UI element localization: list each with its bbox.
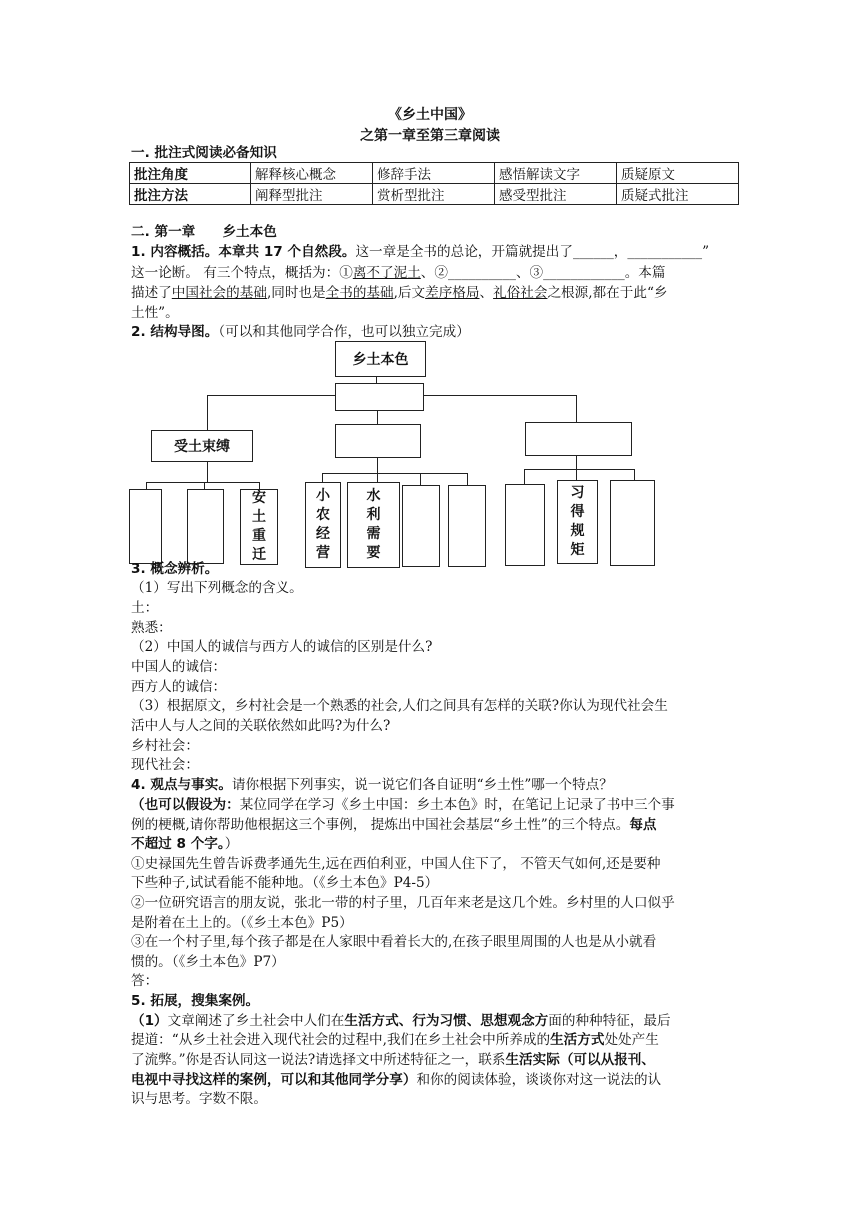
q1-text: ,同时也是 [266,285,326,301]
map-blank-leaf [448,485,486,567]
map-leaf-shuilixuyao [347,482,400,568]
q5-bold: 生活方式 [550,1032,605,1048]
map-root-node: 乡土本色 [335,341,426,377]
q5-label: 5. 拓展，搜集案例。 [131,993,260,1009]
q2-line [131,323,470,342]
q1-line2 [131,264,665,283]
doc-subtitle: 之第一章至第三章阅读 [360,128,500,144]
q4-answer: 答： [131,973,159,989]
map-leaf-xideguiju [557,480,598,564]
q5-text: 了流弊。”你是否认同这一说法?请选择文中所述特征之一，联系 [131,1052,506,1068]
q5-line1 [131,1012,671,1031]
q1-line4: 土性”。 [131,305,179,321]
map-blank-leaf [129,489,162,564]
table-cell: 解释核心概念 [251,163,373,184]
q5-text: 文章阐述了乡土社会中人们在 [167,1013,345,1029]
q3-rural: 乡村社会： [131,738,199,754]
map-node-shoutushufu: 受土束缚 [151,430,253,462]
q4-line1 [131,776,613,795]
q5-line4 [131,1071,661,1090]
map-leaf-label: 小农经营 [316,488,330,561]
q1-line3 [131,284,668,303]
q1-label: 1. 内容概括。本章共 17 个自然段。 [131,244,356,260]
table-cell: 质疑式批注 [617,184,739,205]
q4-label: 4. 观点与事实。 [131,777,232,793]
q3-label: 3. 概念辨析。 [131,561,219,577]
q3-modern: 现代社会： [131,757,199,773]
q4-fact3-line1: ③在一个村子里,每个孩子都是在人家眼中看着长大的,在孩子眼里周围的人也是从小就看 [131,934,657,950]
q4-fact3-line2: 惯的。（《乡土本色》P7） [131,954,285,970]
q1-line1 [131,243,709,262]
q1-underlined: 中国社会的基础 [171,285,267,301]
q4-bold: 每点 [629,817,657,833]
q4-alt-line3 [131,835,238,854]
q1-text: ,后文 [393,285,426,301]
q5-text: 提道：“从乡土社会进入现代社会的过程中,我们在乡土社会中所养成的 [131,1032,551,1048]
q3-part3-line2: 活中人与人之间的关联依然如此吗?为什么? [131,718,391,734]
q3-part3-line1: （3）根据原文，乡村社会是一个熟悉的社会,人们之间具有怎样的关联?你认为现代社会生 [131,698,668,714]
q3-part1: （1）写出下列概念的含义。 [131,580,303,596]
table-row [130,163,739,184]
q5-bold: （1） [131,1013,168,1029]
q3-chinese-integrity: 中国人的诚信： [131,659,227,675]
q2-label: 2. 结构导图。 [131,324,219,340]
table-cell: 批注方法 [130,184,251,205]
q5-text: 面的种种特征，最后 [548,1013,671,1029]
q5-bold: 电视中寻找这样的案例，可以和其他同学分享） [131,1072,417,1088]
q3-shuxi: 熟悉： [131,620,172,636]
q5-bold: 生活实际（可以从报刊、 [505,1052,655,1068]
table-cell: 阐释型批注 [251,184,373,205]
q4-fact2-line1: ②一位研究语言的朋友说，张北一带的村子里，几百年来老是这几个姓。乡村里的人口似乎 [131,895,675,911]
map-blank-leaf [402,485,440,567]
map-leaf-label: 安土重迁 [252,490,266,563]
q4-fact2-line2: 是附着在土上的。（《乡土本色》P5） [131,915,353,931]
q5-line2 [131,1031,659,1050]
q4-alt-line1 [131,796,675,815]
q5-line3 [131,1051,655,1070]
annotation-table [129,162,739,205]
q4-alt-bold: （也可以假设为： [131,797,240,813]
map-leaf-label: 水利需要 [366,488,381,561]
table-cell: 感受型批注 [495,184,617,205]
table-cell: 修辞手法 [373,163,495,184]
q4-fact1-line1: ①史禄国先生曾告诉费孝通先生,远在西伯利亚，中国人住下了， 不管天气如何,还是要种 [131,856,661,872]
q5-text: 和你的阅读体验，谈谈你对这一说法的认 [416,1072,662,1088]
q5-bold: 生活方式、行为习惯、思想观念方 [344,1013,549,1029]
map-blank-node [335,424,421,458]
q5-line5: 识与思考。字数不限。 [131,1091,267,1107]
q4-text: 请你根据下列事实，说一说它们各自证明“乡土性”哪一个特点？ [231,777,613,793]
q4-text: ） [224,836,239,852]
q1-text: 、②__________、③____________。本篇 [420,265,666,281]
q1-underlined: 全书的基础 [325,285,394,301]
q4-bold: 不超过 8 个字。 [131,836,225,852]
q3-western-integrity: 西方人的诚信： [131,679,227,695]
map-leaf-xiaonongjingying [305,482,341,568]
table-cell: 批注角度 [130,163,251,184]
q1-underlined: 离不了泥土 [352,265,421,281]
table-cell: 质疑原文 [617,163,739,184]
q2-note: （可以和其他同学合作，也可以独立完成） [218,324,470,340]
q1-text: 之根源,都在于此“乡 [547,285,668,301]
q1-underlined: 礼俗社会 [493,285,548,301]
q4-alt-line2 [131,816,657,835]
map-blank-leaf [610,480,655,566]
q3-tu: 土： [131,600,159,616]
map-blank-node [335,383,424,411]
doc-title: 《乡土中国》 [388,107,472,123]
table-cell: 感悟解读文字 [495,163,617,184]
map-blank-leaf [505,484,545,566]
q3-part2: （2）中国人的诚信与西方人的诚信的区别是什么? [131,639,433,655]
table-cell: 赏析型批注 [373,184,495,205]
section2-heading: 二. 第一章 乡土本色 [131,224,277,240]
q4-text: 例的梗概,请你帮助他根据这三个事例， 提炼出中国社会基层“乡土性”的三个特点。 [131,817,630,833]
q4-text: 某位同学在学习《乡土中国：乡土本色》时，在笔记上记录了书中三个事 [239,797,675,813]
q1-text: 这一章是全书的总论，开篇就提出了______，___________” [355,244,710,260]
q1-text: 描述了 [131,285,172,301]
q5-text: 处处产生 [604,1032,659,1048]
table-row [130,184,739,205]
map-leaf-anzhongqianqian [240,489,278,565]
map-leaf-label: 习得规矩 [570,485,585,558]
map-blank-leaf [187,489,224,564]
q1-underlined: 差序格局 [425,285,480,301]
q4-fact1-line2: 下些种子,试试看能不能种地。（《乡土本色》P4-5） [131,875,439,891]
section1-heading: 一. 批注式阅读必备知识 [131,145,277,161]
map-blank-node [525,422,632,456]
q1-text: 这一论断。 有三个特点，概括为：① [131,265,353,281]
q1-text: 、 [479,285,494,301]
